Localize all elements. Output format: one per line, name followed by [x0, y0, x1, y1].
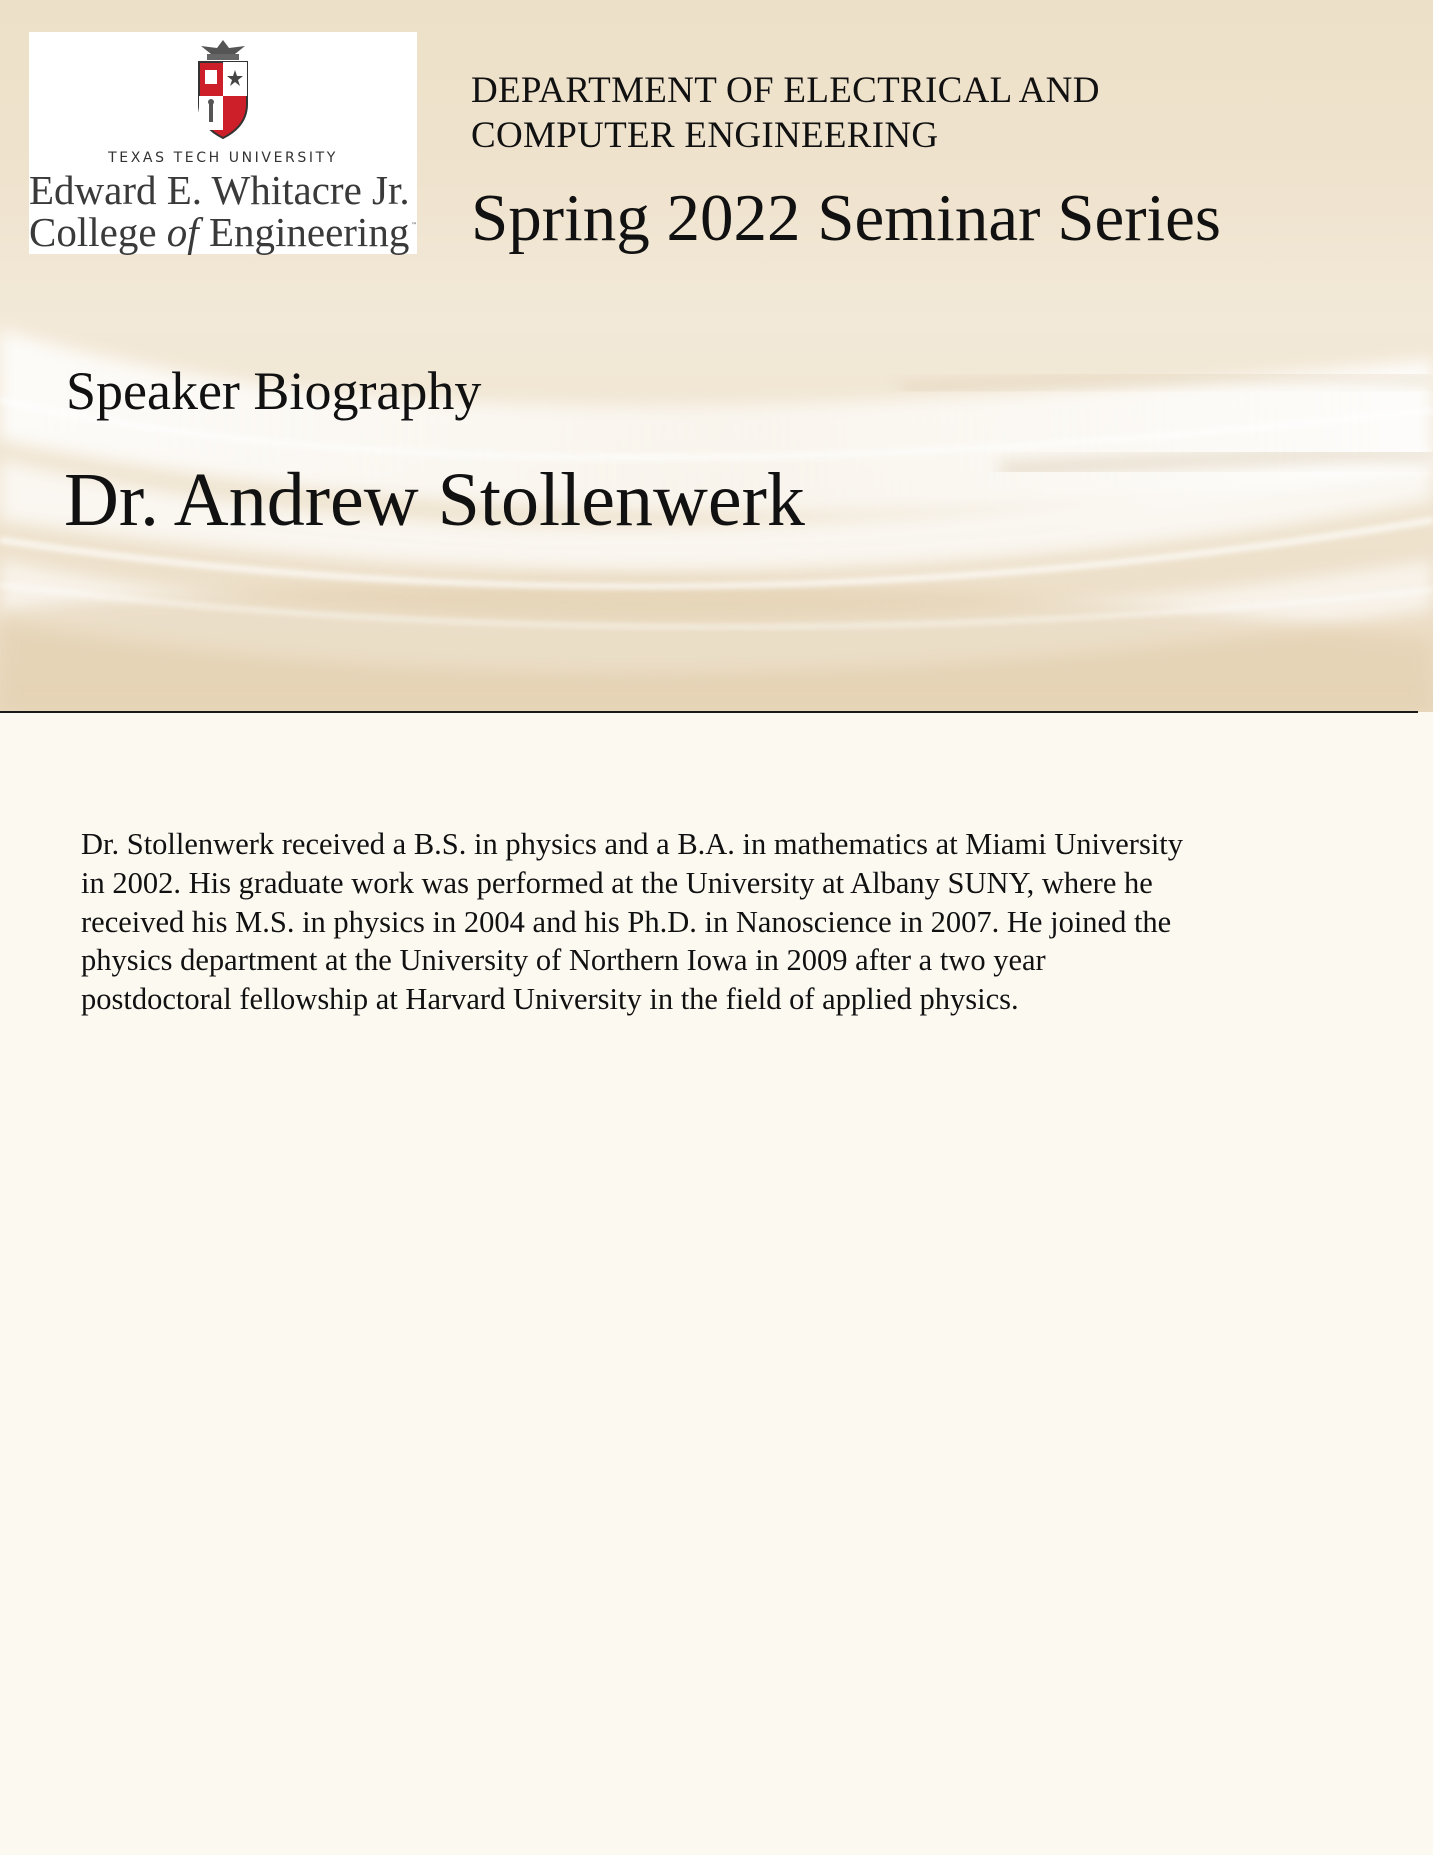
department-line-2: COMPUTER ENGINEERING — [471, 115, 939, 156]
bio-line: Dr. Stollenwerk received a B.S. in physics and a B.A. in mathematics at Miami University — [81, 827, 1184, 861]
divider-line — [0, 711, 1418, 713]
university-crest-icon — [189, 34, 257, 144]
college-logo — [29, 32, 417, 254]
seminar-series-title: Spring 2022 Seminar Series — [471, 181, 1221, 255]
header-banner — [0, 0, 1433, 712]
bio-line: in 2002. His graduate work was performed at the University at Albany SUNY, where he — [81, 865, 1153, 900]
college-name-line1: Edward E. Whitacre Jr. — [29, 167, 410, 213]
biography-text — [81, 825, 1371, 1019]
trademark-symbol: ™ — [411, 222, 417, 229]
bio-line: received his M.S. in physics in 2004 and his Ph.D. in Nanoscience in 2007. He joined the — [81, 904, 1172, 939]
department-title — [471, 68, 1100, 158]
college-name-line2: College of Engineering — [29, 209, 410, 255]
bio-line: postdoctoral fellowship at Harvard University in the field of applied physics. — [81, 982, 1019, 1017]
university-name: TEXAS TECH UNIVERSITY — [108, 150, 338, 166]
speaker-name: Dr. Andrew Stollenwerk — [64, 458, 805, 542]
department-line-1: DEPARTMENT OF ELECTRICAL AND — [471, 70, 1100, 111]
bio-line: physics department at the University of Northern Iowa in 2009 after a two year — [81, 943, 1046, 978]
section-label: Speaker Biography — [66, 361, 482, 421]
